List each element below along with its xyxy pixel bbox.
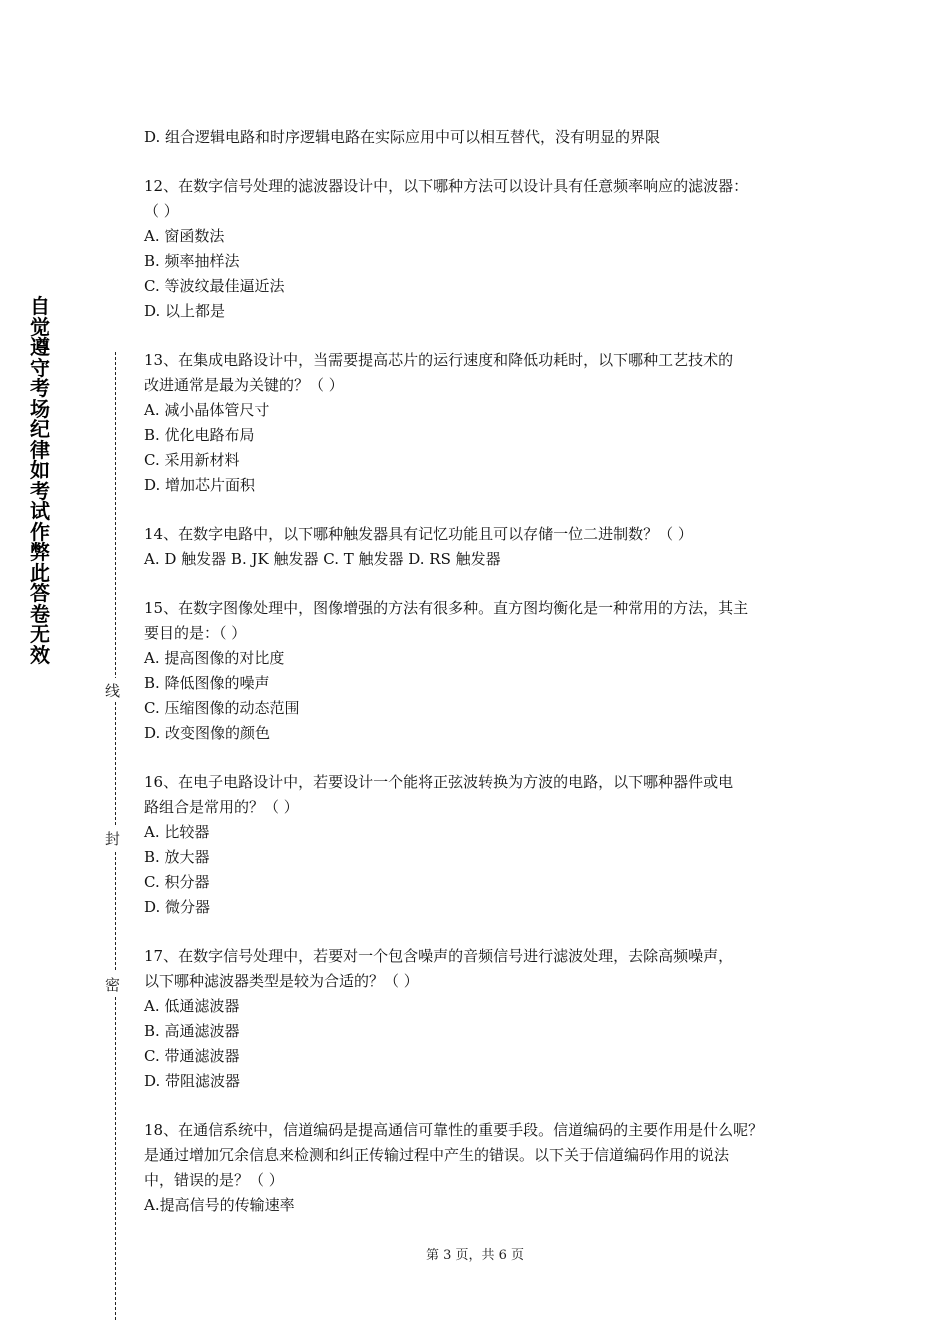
- question-stem: 要目的是：（ ）: [144, 624, 247, 642]
- options-inline: A. D 触发器 B. JK 触发器 C. T 触发器 D. RS 触发器: [144, 550, 501, 568]
- question-stem: 18、在通信系统中，信道编码是提高通信可靠性的重要手段。信道编码的主要作用是什么呢？: [144, 1121, 764, 1139]
- binding-mark-seal: 封: [106, 826, 124, 850]
- option-a: A. 窗函数法: [144, 227, 225, 245]
- question-stem: 改进通常是最为关键的？（ ）: [144, 376, 344, 394]
- option-d: D. 以上都是: [144, 302, 226, 320]
- question-17: [144, 944, 824, 1094]
- option-c: C. 压缩图像的动态范围: [144, 699, 300, 717]
- page-footer: 第 3 页，共 6 页: [425, 1248, 525, 1263]
- question-16: [144, 770, 824, 920]
- question-stem: 12、在数字信号处理的滤波器设计中，以下哪种方法可以设计具有任意频率响应的滤波器：: [144, 177, 749, 195]
- option-d: D. 增加芯片面积: [144, 476, 256, 494]
- question-stem: 16、在电子电路设计中，若要设计一个能将正弦波转换为方波的电路，以下哪种器件或电: [144, 773, 734, 791]
- option-c: C. 采用新材料: [144, 451, 240, 469]
- question-stem: 中，错误的是？（ ）: [144, 1171, 284, 1189]
- question-content: [144, 125, 824, 1218]
- question-stem: 是通过增加冗余信息来检测和纠正传输过程中产生的错误。以下关于信道编码作用的说法: [144, 1146, 730, 1164]
- option-b: B. 高通滤波器: [144, 1022, 240, 1040]
- prev-question-option-d: D. 组合逻辑电路和时序逻辑电路在实际应用中可以相互替代，没有明显的界限: [144, 128, 661, 146]
- option-b: B. 放大器: [144, 848, 210, 866]
- question-12: [144, 174, 824, 324]
- question-stem: 17、在数字信号处理中，若要对一个包含噪声的音频信号进行滤波处理，去除高频噪声，: [144, 947, 734, 965]
- option-a: A. 比较器: [144, 823, 210, 841]
- side-notice: 自觉遵守考场纪律如考试作弊此答卷无效: [30, 294, 50, 667]
- binding-mark-line: 线: [106, 678, 124, 702]
- option-b: B. 频率抽样法: [144, 252, 240, 270]
- question-15: [144, 596, 824, 746]
- binding-mark-secret: 密: [106, 972, 124, 996]
- question-stem: 15、在数字图像处理中，图像增强的方法有很多种。直方图均衡化是一种常用的方法，其主: [144, 599, 749, 617]
- question-14: [144, 522, 824, 572]
- question-stem: （ ）: [144, 202, 179, 220]
- question-13: [144, 348, 824, 498]
- option-b: B. 优化电路布局: [144, 426, 255, 444]
- option-a: A.提高信号的传输速率: [144, 1196, 295, 1214]
- option-c: C. 等波纹最佳逼近法: [144, 277, 285, 295]
- question-18: [144, 1118, 824, 1218]
- option-a: A. 减小晶体管尺寸: [144, 401, 270, 419]
- option-a: A. 提高图像的对比度: [144, 649, 285, 667]
- question-stem: 路组合是常用的？（ ）: [144, 798, 299, 816]
- option-a: A. 低通滤波器: [144, 997, 240, 1015]
- option-c: C. 积分器: [144, 873, 210, 891]
- question-stem: 以下哪种滤波器类型是较为合适的？（ ）: [144, 972, 419, 990]
- option-b: B. 降低图像的噪声: [144, 674, 270, 692]
- question-stem: 13、在集成电路设计中，当需要提高芯片的运行速度和降低功耗时，以下哪种工艺技术的: [144, 351, 734, 369]
- option-d: D. 微分器: [144, 898, 211, 916]
- option-c: C. 带通滤波器: [144, 1047, 240, 1065]
- option-d: D. 带阻滤波器: [144, 1072, 241, 1090]
- option-d: D. 改变图像的颜色: [144, 724, 271, 742]
- question-stem: 14、在数字电路中，以下哪种触发器具有记忆功能且可以存储一位二进制数？（ ）: [144, 525, 693, 543]
